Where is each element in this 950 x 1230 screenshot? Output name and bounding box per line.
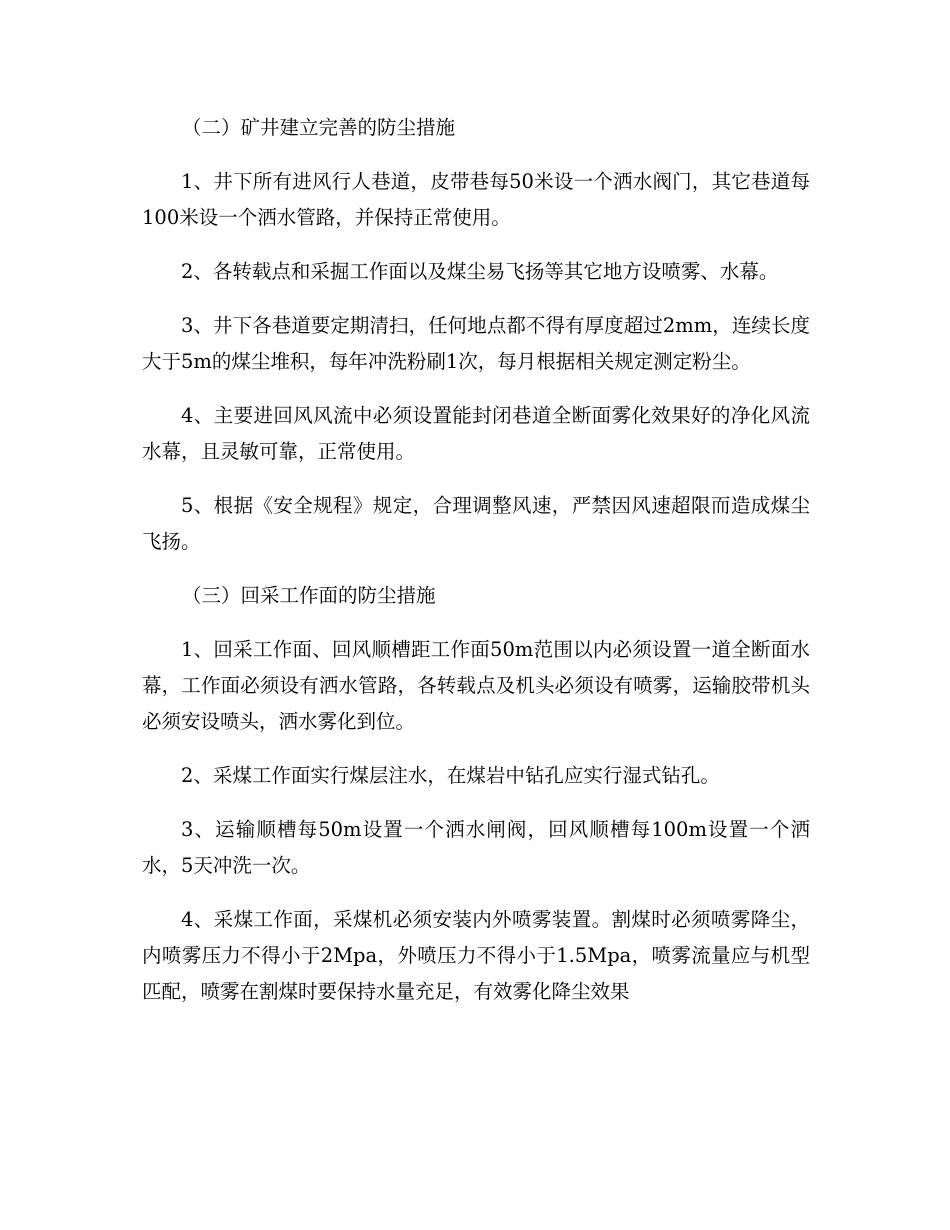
paragraph: 1、井下所有进风行人巷道，皮带巷每50米设一个洒水阀门，其它巷道每100米设一个洒水管路，并保持正常使用。 <box>142 170 810 229</box>
paragraph: 4、采煤工作面，采煤机必须安装内外喷雾装置。割煤时必须喷雾降尘，内喷雾压力不得小于2Mpa，外喷压力不得小于1.5Mpa，喷雾流量应与机型匹配，喷雾在割煤时要保持水量充足，有效雾化降尘效果 <box>142 908 810 1003</box>
section-heading-dust-prevention-mine: （二）矿井建立完善的防尘措施 <box>182 116 456 139</box>
paragraph: 5、根据《安全规程》规定，合理调整风速，严禁因风速超限而造成煤尘飞扬。 <box>142 494 810 553</box>
paragraph: 2、各转载点和采掘工作面以及煤尘易飞扬等其它地方设喷雾、水幕。 <box>181 260 779 283</box>
document-body <box>142 110 810 1028</box>
paragraph: 3、井下各巷道要定期清扫，任何地点都不得有厚度超过2mm，连续长度大于5m的煤尘堆积，每年冲洗粉刷1次，每月根据相关规定测定粉尘。 <box>142 314 810 373</box>
paragraph: 1、回采工作面、回风顺槽距工作面50m范围以内必须设置一道全断面水幕，工作面必须设有洒水管路，各转载点及机头必须设有喷雾，运输胶带机头必须安设喷头，洒水雾化到位。 <box>142 638 810 733</box>
section-heading-dust-prevention-workface: （三）回采工作面的防尘措施 <box>182 584 436 607</box>
paragraph: 2、采煤工作面实行煤层注水，在煤岩中钻孔应实行湿式钻孔。 <box>181 764 720 787</box>
paragraph: 3、运输顺槽每50m设置一个洒水闸阀，回风顺槽每100m设置一个洒水，5天冲洗一次。 <box>142 818 810 877</box>
paragraph: 4、主要进回风风流中必须设置能封闭巷道全断面雾化效果好的净化风流水幕，且灵敏可靠，正常使用。 <box>142 404 810 463</box>
